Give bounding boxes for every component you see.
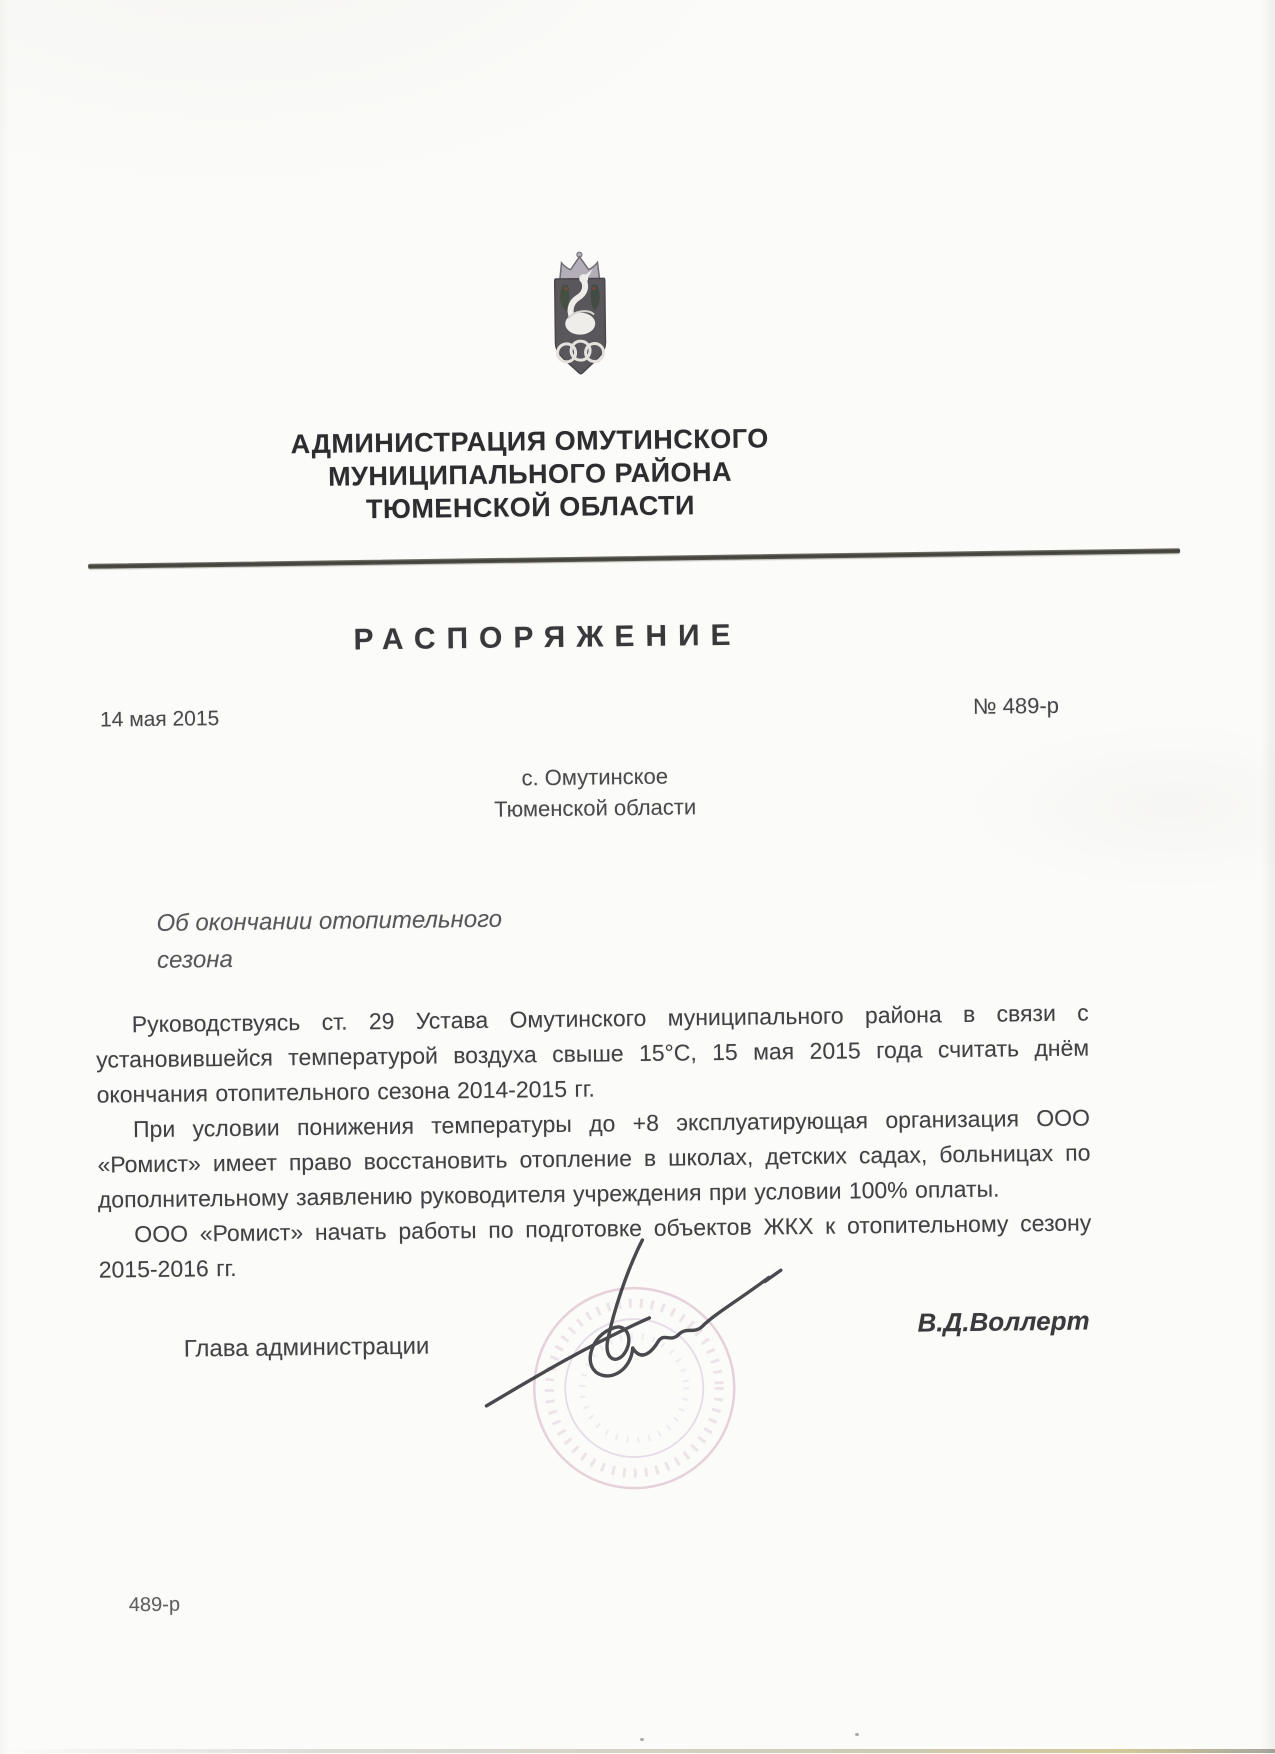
document-date: 14 мая 2015 <box>99 707 220 732</box>
subject-line1: Об окончании отопительного <box>156 905 503 937</box>
place-block <box>0 754 1191 831</box>
place-line1: с. Омутинское <box>521 763 669 791</box>
organization-name-line3: ТЮМЕНСКОЙ ОБЛАСТИ <box>365 490 696 525</box>
signer-position: Глава администрации <box>183 1332 430 1363</box>
scan-speck <box>855 1733 859 1736</box>
organization-name-line1: АДМИНИСТРАЦИЯ ОМУТИНСКОГО <box>290 423 769 460</box>
emblem-crown <box>559 252 599 281</box>
scan-speck <box>640 1738 644 1741</box>
document-number: № 489-р <box>972 692 1060 719</box>
coat-of-arms-icon <box>529 250 631 383</box>
paragraph: ООО «Ромист» начать работы по подготовке объектов ЖКХ к отопительному сезону 2015-2016 гг. <box>98 1209 1092 1283</box>
organization-name-line2: МУНИЦИПАЛЬНОГО РАЙОНА <box>327 456 733 492</box>
footer-reference-number: 489-р <box>128 1593 181 1617</box>
handwritten-signature-icon <box>472 1220 804 1414</box>
subject-line2: сезона <box>156 945 234 974</box>
scan-bottom-edge <box>0 1749 1275 1753</box>
header-separator-rule <box>88 548 1180 569</box>
organization-name <box>0 419 1066 531</box>
paragraph: Руководствуясь ст. 29 Устава Омутинского муниципального района в связи с установившейся температурой воздуха свыше 15°С, 15 мая 2015 года считать днём окончания отопительного сезона 2014-2015 гг. <box>96 999 1090 1108</box>
paragraph: При условии понижения температуры до +8 эксплуатирующая организация ООО «Ромист» имеет право восстановить отопление в школах, детских садах, больницах по дополнительному заявлению руководителя учреждения при условии 100% оплаты. <box>97 1104 1091 1213</box>
signer-name: В.Д.Воллерт <box>917 1305 1090 1338</box>
subject-block <box>156 901 502 979</box>
place-line2: Тюменской области <box>493 794 697 822</box>
document-type-title: РАСПОРЯЖЕНИЕ <box>353 618 742 657</box>
